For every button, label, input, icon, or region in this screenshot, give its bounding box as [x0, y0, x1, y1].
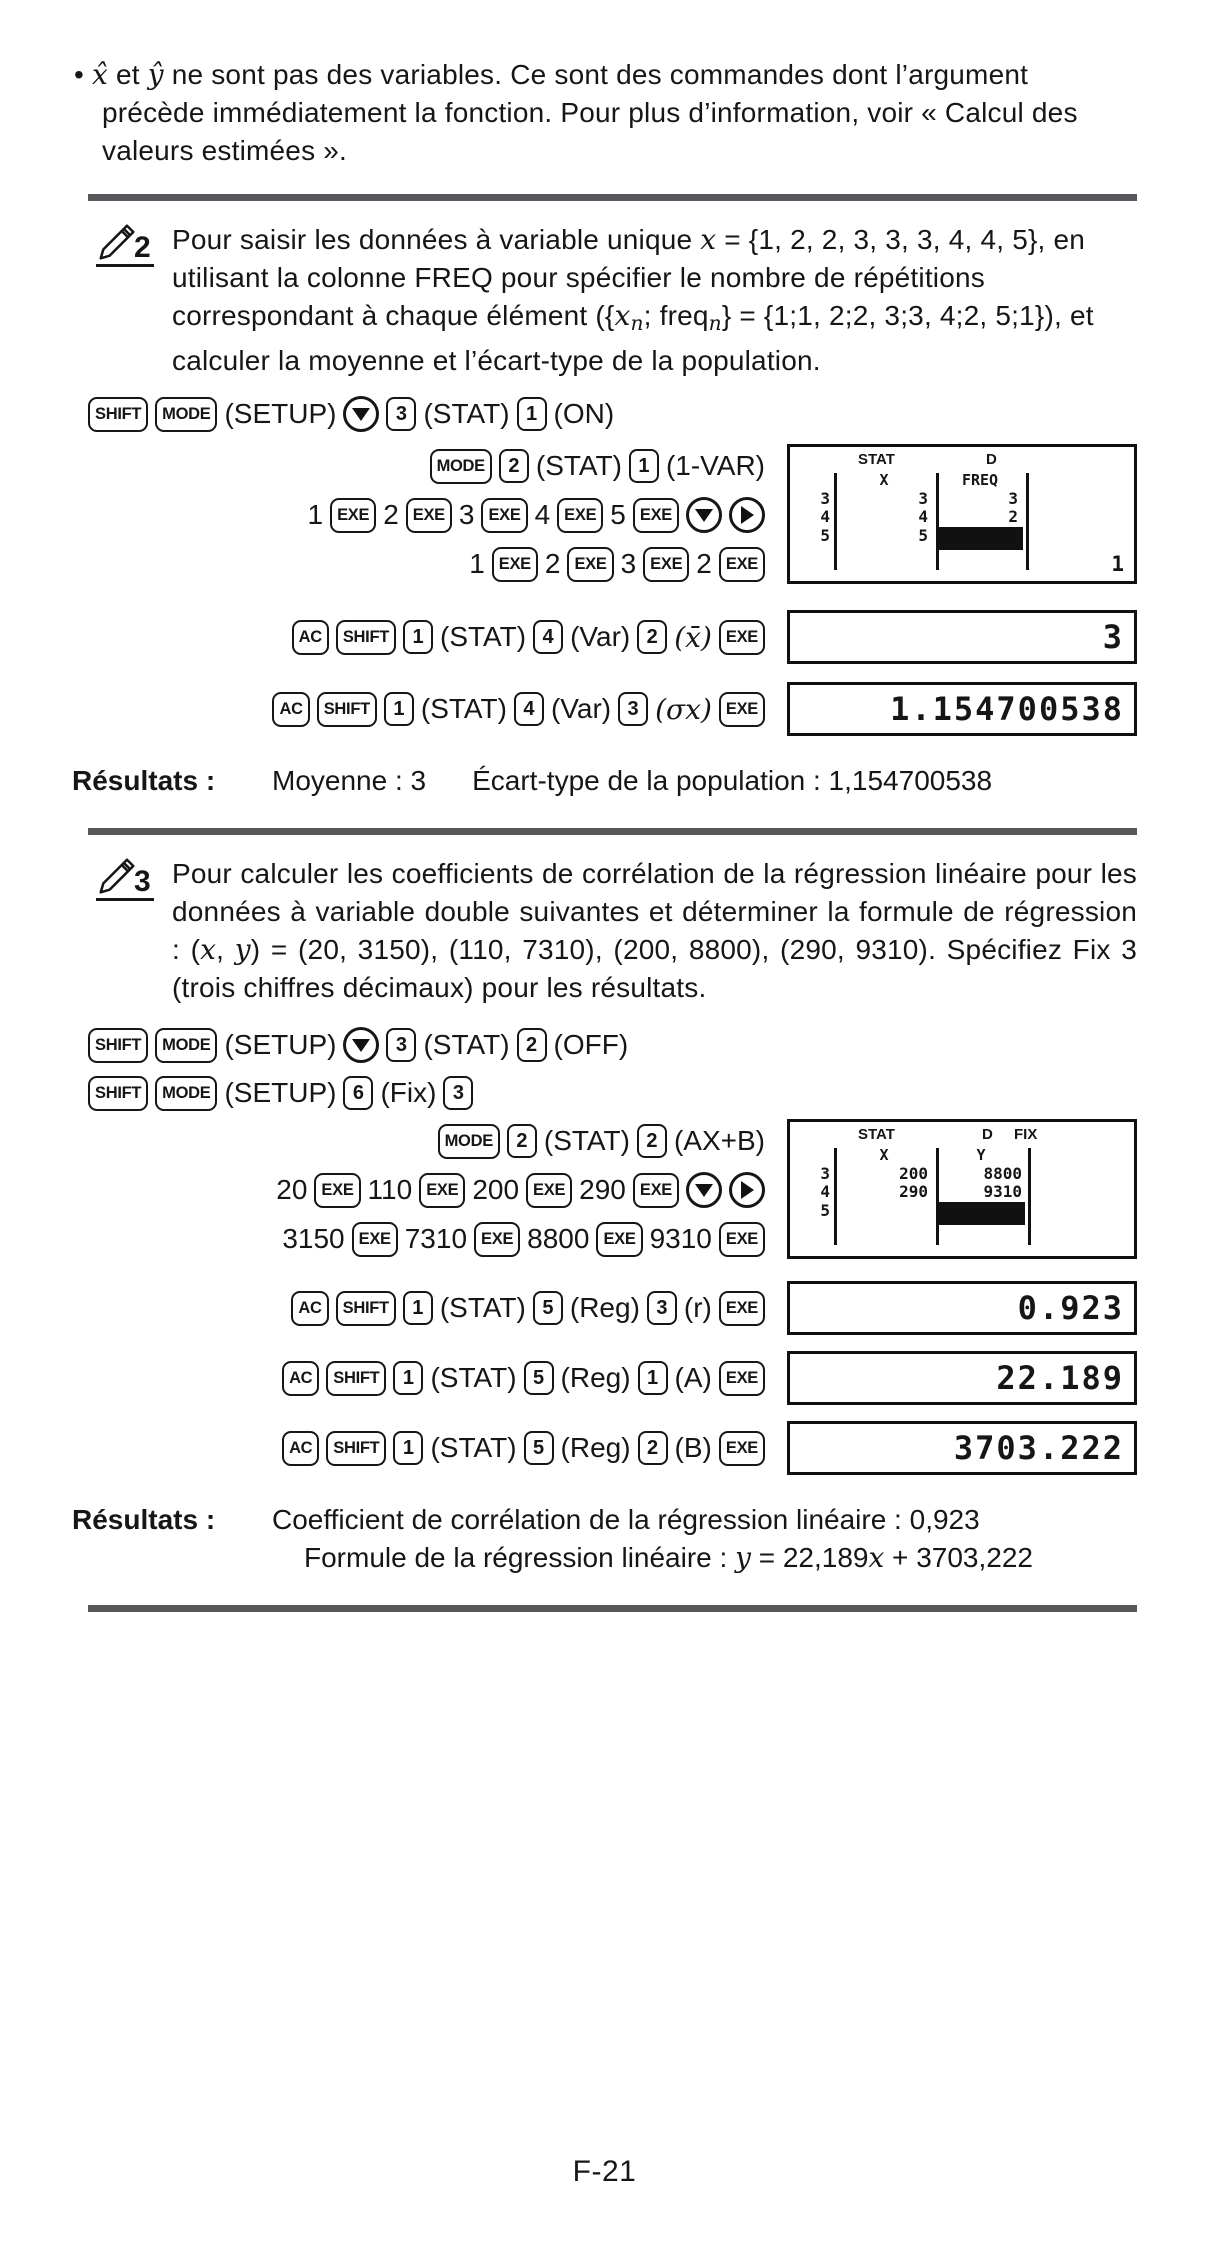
key-exe: EXE: [474, 1222, 520, 1257]
text-segment: ,: [216, 934, 235, 965]
pencil-icon-svg: [96, 221, 138, 263]
key-sequence-text: 9310: [649, 1223, 712, 1254]
key-sequence-text: (STAT): [423, 398, 510, 429]
key-1: 1: [638, 1361, 668, 1395]
key-sequence-text: 8800: [527, 1223, 590, 1254]
key-sequence-text: (r): [683, 1292, 712, 1323]
lcd-indicator-fix: FIX: [1014, 1126, 1038, 1143]
key-3: 3: [386, 397, 416, 431]
key-exe: EXE: [492, 547, 538, 582]
text-segment: y: [234, 933, 251, 966]
key-shift: SHIFT: [336, 1291, 396, 1326]
result-formula: [272, 1539, 1137, 1577]
key-sequence-text: 20: [276, 1174, 308, 1205]
key-sequence-text: (Fix): [380, 1077, 437, 1108]
text-segment: = {1, 2, 2, 3, 3, 3, 4, 4, 5}, en utilisant la colonne FREQ pour spécifier le nombre de répétitions correspondant à chaque élément ({: [172, 224, 1086, 331]
key-2: 2: [507, 1124, 537, 1158]
key-2: 2: [637, 1124, 667, 1158]
down-arrow-key: [343, 1027, 379, 1063]
key-1: 1: [517, 397, 547, 431]
row-ex2-input: [72, 444, 1137, 586]
row-ex2-stdev: [72, 682, 1137, 736]
key-sequence-text: (B): [674, 1432, 712, 1463]
text-segment: ŷ: [147, 58, 164, 91]
key-exe: EXE: [633, 1173, 679, 1208]
lcd-indicator-stat: STAT: [858, 451, 895, 468]
key-mode: MODE: [155, 397, 217, 432]
key-5: 5: [524, 1431, 554, 1465]
key-shift: SHIFT: [317, 692, 377, 727]
lcd-indicator-stat: STAT: [858, 1126, 895, 1143]
key-sequence-text: 3: [458, 499, 475, 530]
key-exe: EXE: [719, 620, 765, 655]
key-shift: SHIFT: [326, 1361, 386, 1396]
keylines-ex3-a: [72, 1356, 787, 1400]
lcd-x-value: 4: [918, 507, 928, 526]
lcd-x-value: 3: [918, 489, 928, 508]
lcd-row-number: 3: [820, 1164, 830, 1183]
key-2: 2: [499, 449, 529, 483]
lcd-col-header-y: Y: [976, 1146, 986, 1164]
key-1: 1: [393, 1361, 423, 1395]
keylines-ex2-input: [72, 444, 787, 586]
row-ex3-b: [72, 1421, 1137, 1475]
text-segment: = 22,189: [750, 1542, 869, 1573]
key-exe: EXE: [314, 1173, 360, 1208]
text-segment: x: [868, 1541, 885, 1574]
lcd-screen-r-result: 0.923: [787, 1281, 1137, 1335]
text-segment: } = {1;1, 2;2, 3;3, 4;2, 5;1}), et calculer la moyenne et l’écart-type de la population.: [172, 300, 1094, 376]
section-divider: [88, 194, 1137, 201]
section-divider: [88, 828, 1137, 835]
results-label: Résultats :: [72, 765, 216, 796]
key-mode: MODE: [430, 449, 492, 484]
key-mode: MODE: [155, 1076, 217, 1111]
text-segment: •: [74, 59, 92, 90]
lcd-screen-freq-table: [787, 444, 1137, 584]
key-exe: EXE: [419, 1173, 465, 1208]
text-segment: Formule de la régression linéaire :: [304, 1542, 736, 1573]
key-sequence-text: (STAT): [420, 693, 507, 724]
text-segment: Pour saisir les données à variable unique: [172, 224, 701, 255]
example-3-marker: [72, 855, 172, 1007]
lcd-col-header-freq: FREQ: [961, 471, 999, 489]
key-1: 1: [403, 620, 433, 654]
lcd-screen-a-result: 22.189: [787, 1351, 1137, 1405]
bullet-note: [74, 56, 1137, 170]
key-sequence-text: (STAT): [535, 450, 622, 481]
key-sequence-text: (OFF): [553, 1029, 629, 1060]
key-sequence-text: 3: [620, 548, 637, 579]
key-sequence-text: (STAT): [439, 1292, 526, 1323]
lcd-cell-cursor: [939, 1202, 1025, 1225]
key-exe: EXE: [719, 1222, 765, 1257]
key-exe: EXE: [526, 1173, 572, 1208]
key-sequence-math: (σx): [655, 692, 712, 726]
key-sequence-text: (SETUP): [224, 398, 337, 429]
key-exe: EXE: [719, 1431, 765, 1466]
key-exe: EXE: [719, 1291, 765, 1326]
key-4: 4: [533, 620, 563, 654]
lcd-col-header-x: X: [879, 1146, 889, 1164]
key-exe: EXE: [330, 498, 376, 533]
keyline-ex3-b: [282, 1426, 765, 1470]
key-sequence-text: (1-VAR): [665, 450, 765, 481]
keyline-ex2-setup: [88, 392, 1137, 436]
key-sequence-text: 110: [367, 1174, 413, 1205]
keyline-ex3-mode: [438, 1119, 765, 1163]
key-3: 3: [618, 692, 648, 726]
keylines-ex2-stdev: [72, 687, 787, 731]
arrow-triangle: [741, 506, 754, 524]
text-segment: ) = (20, 3150), (110, 7310), (200, 8800), (290, 9310). Spécifiez Fix 3 (trois chiffres décimaux) pour les résultats.: [172, 934, 1137, 1003]
arrow-triangle: [695, 1184, 713, 1197]
row-ex3-r: [72, 1281, 1137, 1335]
key-shift: SHIFT: [88, 1028, 148, 1063]
arrow-triangle: [352, 1039, 370, 1052]
lcd-row-number: 3: [820, 489, 830, 508]
lcd-divider: [1028, 1148, 1031, 1245]
key-sequence-text: (SETUP): [224, 1077, 337, 1108]
lcd-screen-xy-table: [787, 1119, 1137, 1259]
keyline-ex3-xrow: [276, 1168, 765, 1212]
pencil-icon: [96, 855, 154, 901]
text-segment: Pour calculer les coefficients de corrélation de la régression linéaire pour les données à variable double suivantes et déterminer la formule de régression : (: [172, 858, 1137, 965]
key-5: 5: [533, 1291, 563, 1325]
lcd-entry-value: 1: [1111, 552, 1124, 576]
lcd-col-header-x: X: [879, 471, 889, 489]
key-sequence-text: 1: [307, 499, 324, 530]
keyline-ex3-a: [282, 1356, 765, 1400]
key-sequence-text: 4: [534, 499, 551, 530]
key-sequence-text: 200: [472, 1174, 520, 1205]
key-shift: SHIFT: [88, 397, 148, 432]
key-sequence-text: 3150: [282, 1223, 345, 1254]
key-exe: EXE: [719, 1361, 765, 1396]
key-shift: SHIFT: [336, 620, 396, 655]
results-values: [272, 762, 1137, 800]
key-mode: MODE: [438, 1124, 500, 1159]
key-sequence-text: (ON): [553, 398, 615, 429]
pencil-icon: [96, 221, 154, 267]
key-sequence-text: (STAT): [430, 1432, 517, 1463]
arrow-triangle: [352, 408, 370, 421]
key-exe: EXE: [643, 547, 689, 582]
lcd-indicator-deg: D: [982, 1126, 993, 1143]
key-sequence-text: 1: [469, 548, 485, 579]
key-5: 5: [524, 1361, 554, 1395]
keyline-ex2-freqrow: [469, 542, 765, 586]
key-6: 6: [343, 1076, 373, 1110]
right-arrow-key: [729, 1172, 765, 1208]
lcd-screen-mean-result: 3: [787, 610, 1137, 664]
key-sequence-text: 290: [579, 1174, 626, 1205]
down-arrow-key: [686, 497, 722, 533]
result-mean: Moyenne : 3: [272, 765, 427, 796]
keyline-ex2-stdev: [272, 687, 765, 731]
keyline-ex3-yrow: [282, 1217, 765, 1261]
keyline-ex3-setup2: [88, 1071, 1137, 1115]
key-sequence-text: 5: [610, 499, 626, 530]
example-2-header: [72, 221, 1137, 380]
key-sequence-text: (Var): [550, 693, 612, 724]
key-exe: EXE: [481, 498, 527, 533]
keylines-ex3-input: [72, 1119, 787, 1261]
key-sequence-text: (SETUP): [224, 1029, 337, 1060]
key-sequence-text: (AX+B): [673, 1125, 765, 1156]
keyline-ex3-r: [291, 1286, 765, 1330]
lcd-freq-value: 3: [1008, 489, 1018, 508]
key-1: 1: [393, 1431, 423, 1465]
lcd-screen-b-result: 3703.222: [787, 1421, 1137, 1475]
result-correlation: Coefficient de corrélation de la régression linéaire : 0,923: [272, 1504, 980, 1535]
keylines-ex3-r: [72, 1286, 787, 1330]
lcd-cell-cursor: [939, 527, 1023, 550]
lcd-row-number: 4: [820, 507, 830, 526]
example-3-results: [72, 1501, 1137, 1577]
page-number: F-21: [572, 2155, 637, 2188]
keyline-ex2-xrow: [307, 493, 765, 537]
key-exe: EXE: [352, 1222, 398, 1257]
text-segment: + 3703,222: [884, 1542, 1033, 1573]
key-shift: SHIFT: [88, 1076, 148, 1111]
key-sequence-text: (A): [674, 1362, 712, 1393]
key-sequence-math: (x̄): [674, 620, 712, 654]
key-ac: AC: [272, 692, 309, 727]
key-sequence-text: (Reg): [560, 1432, 631, 1463]
key-3: 3: [443, 1076, 473, 1110]
key-sequence-text: (STAT): [440, 621, 527, 652]
key-sequence-text: (Var): [570, 621, 631, 652]
key-exe: EXE: [719, 547, 765, 582]
key-2: 2: [517, 1028, 547, 1062]
example-2-text: [172, 221, 1137, 380]
down-arrow-key: [343, 396, 379, 432]
text-segment: ; freq: [643, 300, 709, 331]
key-2: 2: [637, 620, 667, 654]
lcd-screen-stdev-result: 1.154700538: [787, 682, 1137, 736]
lcd-row-number: 4: [820, 1182, 830, 1201]
down-arrow-key: [686, 1172, 722, 1208]
example-number: 2: [134, 231, 151, 264]
text-segment: n: [630, 311, 644, 335]
result-stdev: Écart-type de la population : 1,154700538: [472, 765, 993, 796]
text-segment: x: [200, 933, 217, 966]
key-exe: EXE: [596, 1222, 642, 1257]
lcd-divider: [1026, 473, 1029, 570]
text-segment: x: [614, 299, 631, 332]
key-exe: EXE: [633, 498, 679, 533]
key-1: 1: [629, 449, 659, 483]
text-segment: x: [700, 223, 717, 256]
key-exe: EXE: [406, 498, 452, 533]
lcd-indicator-deg: D: [986, 451, 997, 468]
lcd-y-value: 9310: [983, 1182, 1022, 1201]
lcd-freq-value: 2: [1008, 507, 1018, 526]
example-2-marker: [72, 221, 172, 380]
key-3: 3: [386, 1028, 416, 1062]
row-ex2-mean: [72, 610, 1137, 664]
key-sequence-text: (STAT): [430, 1362, 517, 1393]
row-ex3-a: [72, 1351, 1137, 1405]
text-segment: ne sont pas des variables. Ce sont des commandes dont l’argument précède immédiatement la fonction. Pour plus d’information, voir « Calcul des valeurs estimées ».: [102, 59, 1078, 166]
key-mode: MODE: [155, 1028, 217, 1063]
key-1: 1: [384, 692, 414, 726]
key-sequence-text: 2: [383, 499, 399, 530]
key-ac: AC: [291, 1291, 328, 1326]
keyline-ex2-mean: [292, 615, 765, 659]
results-label: Résultats :: [72, 1504, 216, 1535]
right-arrow-key: [729, 497, 765, 533]
lcd-x-value: 200: [899, 1164, 928, 1183]
lcd-row-number: 5: [820, 1201, 830, 1220]
key-ac: AC: [282, 1431, 319, 1466]
results-values: [272, 1501, 1137, 1577]
keylines-ex3-b: [72, 1426, 787, 1470]
text-segment: y: [735, 1541, 751, 1574]
key-4: 4: [514, 692, 544, 726]
arrow-triangle: [741, 1181, 754, 1199]
key-sequence-text: 7310: [404, 1223, 468, 1254]
key-exe: EXE: [557, 498, 603, 533]
text-segment: x̂: [91, 58, 108, 91]
key-sequence-text: 2: [696, 548, 712, 579]
keylines-ex2-mean: [72, 615, 787, 659]
example-3-header: [72, 855, 1137, 1007]
section-divider: [88, 1605, 1137, 1612]
row-ex3-input: [72, 1119, 1137, 1261]
key-ac: AC: [292, 620, 329, 655]
lcd-row-number: 5: [820, 526, 830, 545]
key-sequence-text: (Reg): [560, 1362, 631, 1393]
key-ac: AC: [282, 1361, 319, 1396]
text-segment: et: [107, 59, 148, 90]
key-3: 3: [647, 1291, 677, 1325]
key-exe: EXE: [719, 692, 765, 727]
keyline-ex2-mode: [430, 444, 765, 488]
key-sequence-text: 2: [544, 548, 561, 579]
key-sequence-text: (Reg): [569, 1292, 640, 1323]
lcd-x-value: 290: [899, 1182, 928, 1201]
arrow-triangle: [695, 509, 713, 522]
key-1: 1: [403, 1291, 433, 1325]
key-shift: SHIFT: [326, 1431, 386, 1466]
example-number: 3: [134, 865, 151, 898]
keyline-ex3-setup1: [88, 1023, 1137, 1067]
example-3-text: [172, 855, 1137, 1007]
text-segment: n: [708, 311, 722, 335]
key-sequence-text: (STAT): [423, 1029, 510, 1060]
example-2-results: [72, 762, 1137, 800]
key-2: 2: [638, 1431, 668, 1465]
lcd-x-value: 5: [918, 526, 928, 545]
key-sequence-text: (STAT): [543, 1125, 630, 1156]
lcd-y-value: 8800: [983, 1164, 1022, 1183]
pencil-icon-svg: [96, 855, 138, 897]
key-exe: EXE: [567, 547, 613, 582]
